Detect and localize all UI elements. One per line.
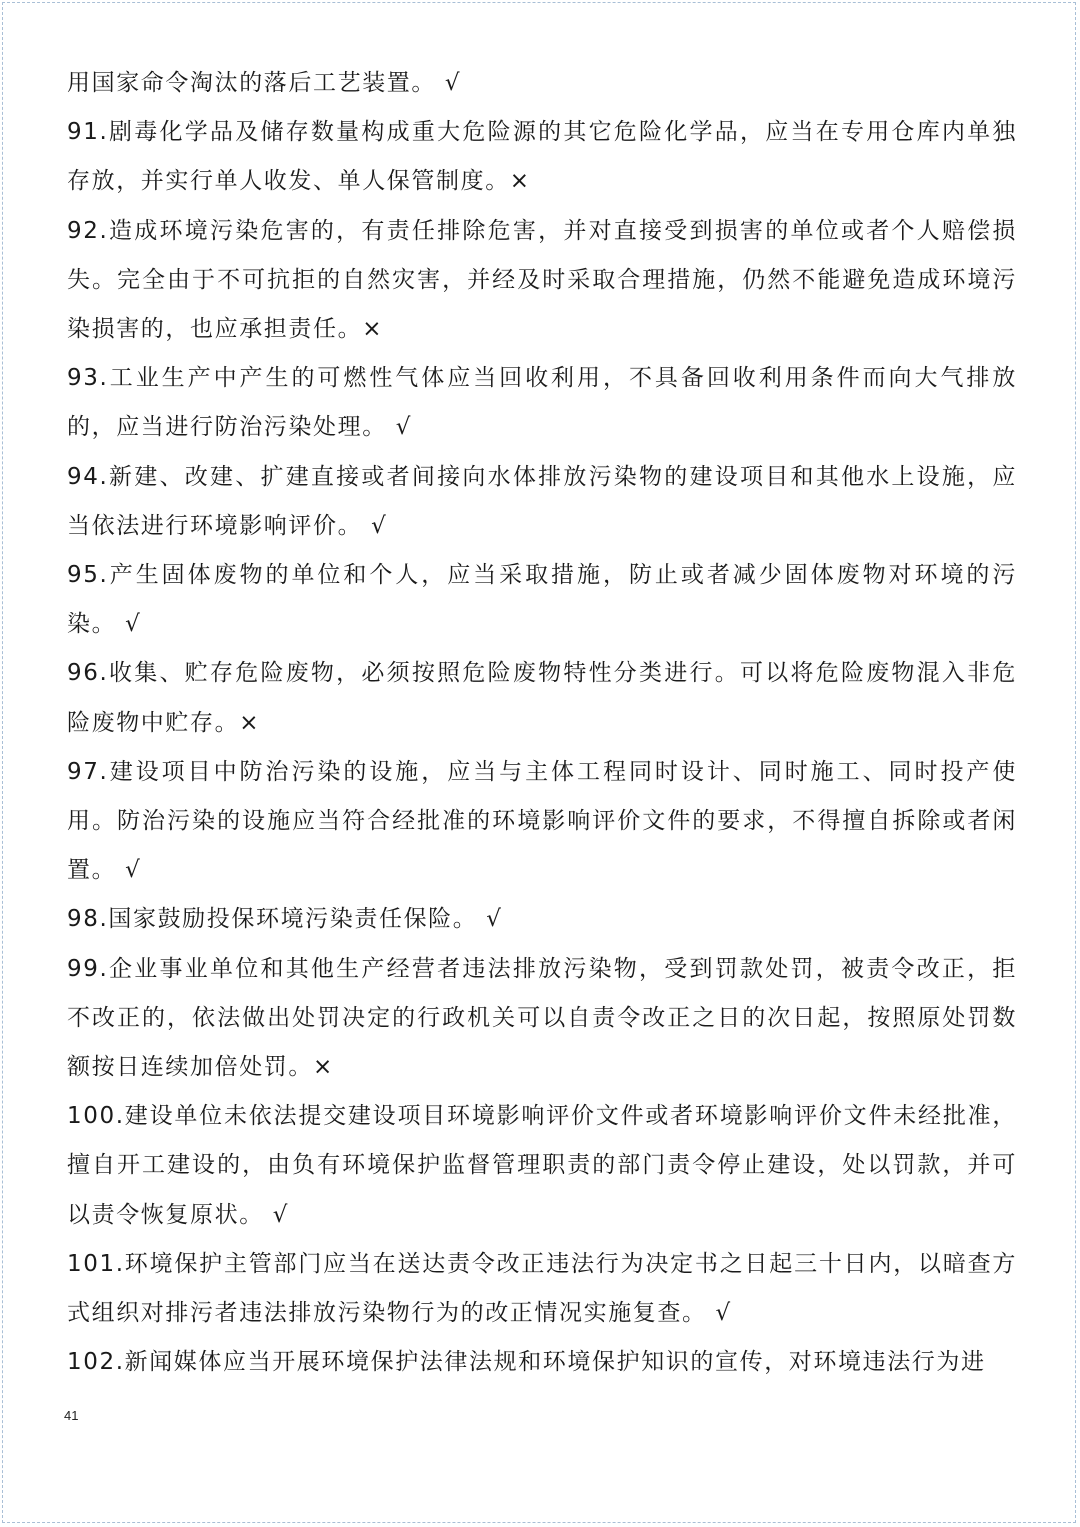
question-98: 98.国家鼓励投保环境污染责任保险。 √ <box>67 906 503 933</box>
question-100: 100.建设单位未依法提交建设项目环境影响评价文件或者环境影响评价文件未经批准，擅自开工建设的，由负有环境保护监督管理职责的部门责令停止建设，处以罚款，并可以责令恢复原状。 √ <box>67 1103 1017 1228</box>
question-102: 102.新闻媒体应当开展环境保护法律法规和环境保护知识的宣传，对环境违法行为进 <box>67 1349 986 1376</box>
question-99: 99.企业事业单位和其他生产经营者违法排放污染物，受到罚款处罚，被责令改正，拒不改正的，依法做出处罚决定的行政机关可以自责令改正之日的次日起，按照原处罚数额按日连续加倍处罚。× <box>67 955 1017 1081</box>
question-91: 91.剧毒化学品及储存数量构成重大危险源的其它危险化学品，应当在专用仓库内单独存放，并实行单人收发、单人保管制度。× <box>67 119 1017 195</box>
question-92: 92.造成环境污染危害的，有责任排除危害，并对直接受到损害的单位或者个人赔偿损失。完全由于不可抗拒的自然灾害，并经及时采取合理措施，仍然不能避免造成环境污染损害的，也应承担责任。× <box>67 217 1017 343</box>
question-95: 95.产生固体废物的单位和个人，应当采取措施，防止或者减少固体废物对环境的污染。 √ <box>67 562 1017 638</box>
question-93: 93.工业生产中产生的可燃性气体应当回收利用，不具备回收利用条件而向大气排放的，应当进行防治污染处理。 √ <box>67 365 1017 441</box>
document-body <box>67 59 1017 1387</box>
question-101: 101.环境保护主管部门应当在送达责令改正违法行为决定书之日起三十日内，以暗查方式组织对排污者违法排放污染物行为的改正情况实施复查。 √ <box>67 1250 1017 1327</box>
question-97: 97.建设项目中防治污染的设施，应当与主体工程同时设计、同时施工、同时投产使用。防治污染的设施应当符合经批准的环境影响评价文件的要求，不得擅自拆除或者闲置。 √ <box>67 758 1017 884</box>
paragraph-continuation: 用国家命令淘汰的落后工艺装置。 √ <box>67 70 462 96</box>
page-number: 41 <box>64 1408 79 1423</box>
question-94: 94.新建、改建、扩建直接或者间接向水体排放污染物的建设项目和其他水上设施，应当依法进行环境影响评价。 √ <box>67 463 1017 539</box>
question-96: 96.收集、贮存危险废物，必须按照危险废物特性分类进行。可以将危险废物混入非危险废物中贮存。× <box>67 660 1017 736</box>
